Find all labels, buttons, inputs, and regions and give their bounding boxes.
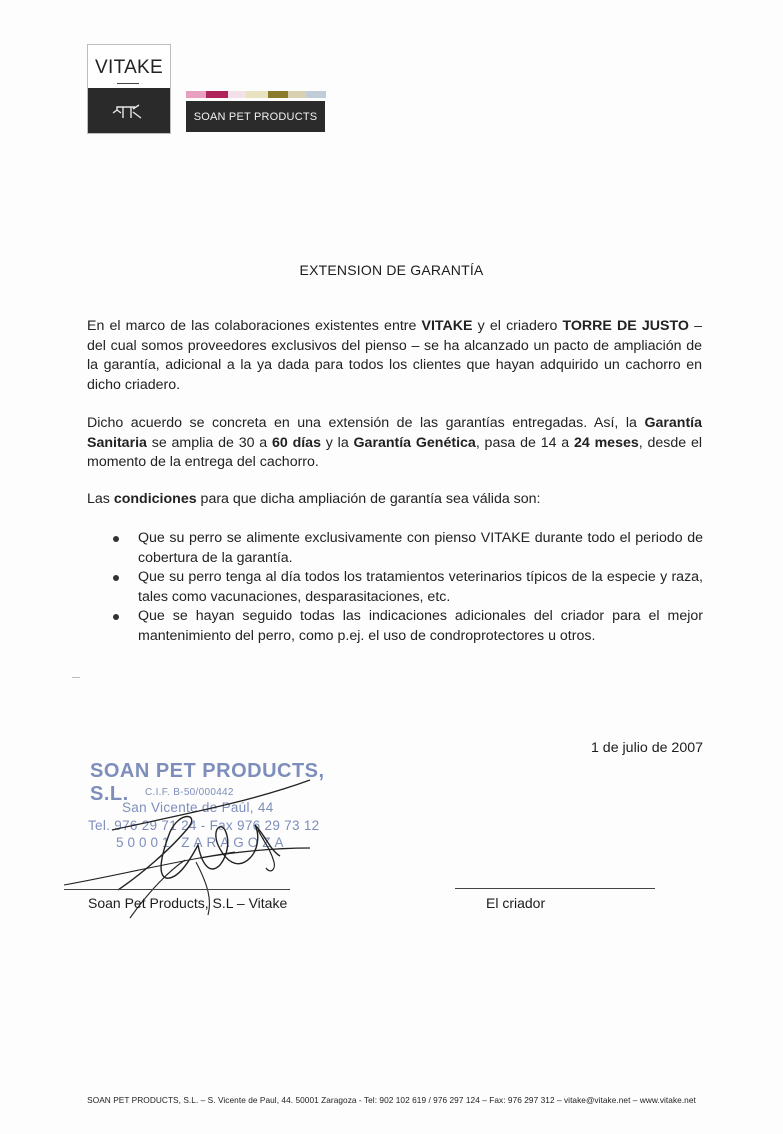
logo-underline bbox=[117, 83, 139, 84]
scan-speck bbox=[72, 677, 80, 678]
text-run: , pasa de 14 a bbox=[475, 434, 574, 451]
soan-pet-products-logo: SOAN PET PRODUCTS bbox=[186, 101, 325, 132]
conditions-list bbox=[113, 529, 703, 646]
paragraph-intro bbox=[87, 317, 702, 395]
bold-run: 60 días bbox=[271, 434, 321, 451]
bold-run: 24 meses bbox=[573, 434, 639, 451]
vitake-logo bbox=[87, 44, 171, 134]
bullet-icon bbox=[113, 575, 119, 581]
signature-label-company: Soan Pet Products, S.L – Vitake bbox=[88, 895, 288, 911]
stamp-city: 50001 ZARAGOZA bbox=[116, 835, 288, 850]
text-run: – del cual somos proveedores exclusivos del pienso – se ha alcanzado un pacto de ampliación de la garantía, adicional a la ya dada para todos los clientes que hayan adquirido un cachorro en dicho criadero. bbox=[87, 318, 702, 393]
brand-color-strip bbox=[186, 91, 326, 98]
bullet-icon bbox=[113, 536, 119, 542]
signature-line-breeder bbox=[455, 888, 655, 889]
text-run: En el marco de las colaboraciones existentes entre bbox=[87, 318, 422, 334]
list-item bbox=[113, 568, 703, 607]
text-run: se amplia de 30 a bbox=[146, 434, 272, 451]
text-run: Dicho acuerdo se concreta en una extensión de las garantías entregadas. Así, la bbox=[87, 415, 645, 431]
signature-line-company bbox=[64, 889, 290, 890]
list-item bbox=[113, 529, 703, 568]
list-item bbox=[113, 607, 703, 646]
text-run: para que dicha ampliación de garantía sea válida son: bbox=[196, 491, 541, 507]
bold-run: Garantía Genética bbox=[353, 434, 476, 451]
stamp-cif: C.I.F. B-50/000442 bbox=[145, 787, 234, 798]
bold-run: Garantía Sanitaria bbox=[87, 415, 702, 451]
paragraph-conditions-intro bbox=[87, 490, 702, 510]
condition-text: Que se hayan seguido todas las indicaciones adicionales del criador para el mejor mantenimiento del perro, como p.ej. el uso de condroprotectores u otros. bbox=[138, 608, 703, 644]
signature-label-breeder: El criador bbox=[486, 895, 546, 911]
stamp-phones: Tel. 976 29 71 24 - Fax 976 29 73 12 bbox=[88, 818, 320, 833]
bold-run: TORRE DE JUSTO bbox=[562, 318, 689, 334]
paragraph-extension bbox=[87, 414, 702, 473]
bold-run: condiciones bbox=[113, 491, 197, 507]
text-run: , desde el momento de la entrega del cachorro. bbox=[87, 434, 702, 470]
condition-text: Que su perro se alimente exclusivamente con pienso VITAKE durante todo el periodo de cobertura de la garantía. bbox=[138, 530, 703, 566]
stamp-address: San Vicente de Paúl, 44 bbox=[122, 800, 274, 815]
footer-contact: SOAN PET PRODUCTS, S.L. – S. Vicente de Paul, 44. 50001 Zaragoza - Tel: 902 102 619 / 976 297 124 – Fax: 976 297 312 – vitake@vitake.net – www.vitake.net bbox=[87, 1095, 696, 1105]
bold-run: VITAKE bbox=[421, 318, 473, 334]
document-date: 1 de julio de 2007 bbox=[590, 740, 703, 756]
text-run: y el criadero bbox=[472, 318, 563, 334]
vitake-logo-text: VITAKE bbox=[95, 57, 163, 78]
vitake-dog-mark-icon bbox=[88, 88, 170, 133]
stamp-company-name: SOAN PET PRODUCTS, S.L. bbox=[90, 760, 325, 805]
bullet-icon bbox=[113, 614, 119, 620]
text-run: y la bbox=[320, 434, 354, 451]
condition-text: Que su perro tenga al día todos los tratamientos veterinarios típicos de la especie y raza, tales como vacunaciones, desparasitaciones, etc. bbox=[138, 569, 703, 605]
text-run: Las bbox=[87, 491, 114, 507]
document-title: EXTENSION DE GARANTÍA bbox=[299, 262, 484, 278]
